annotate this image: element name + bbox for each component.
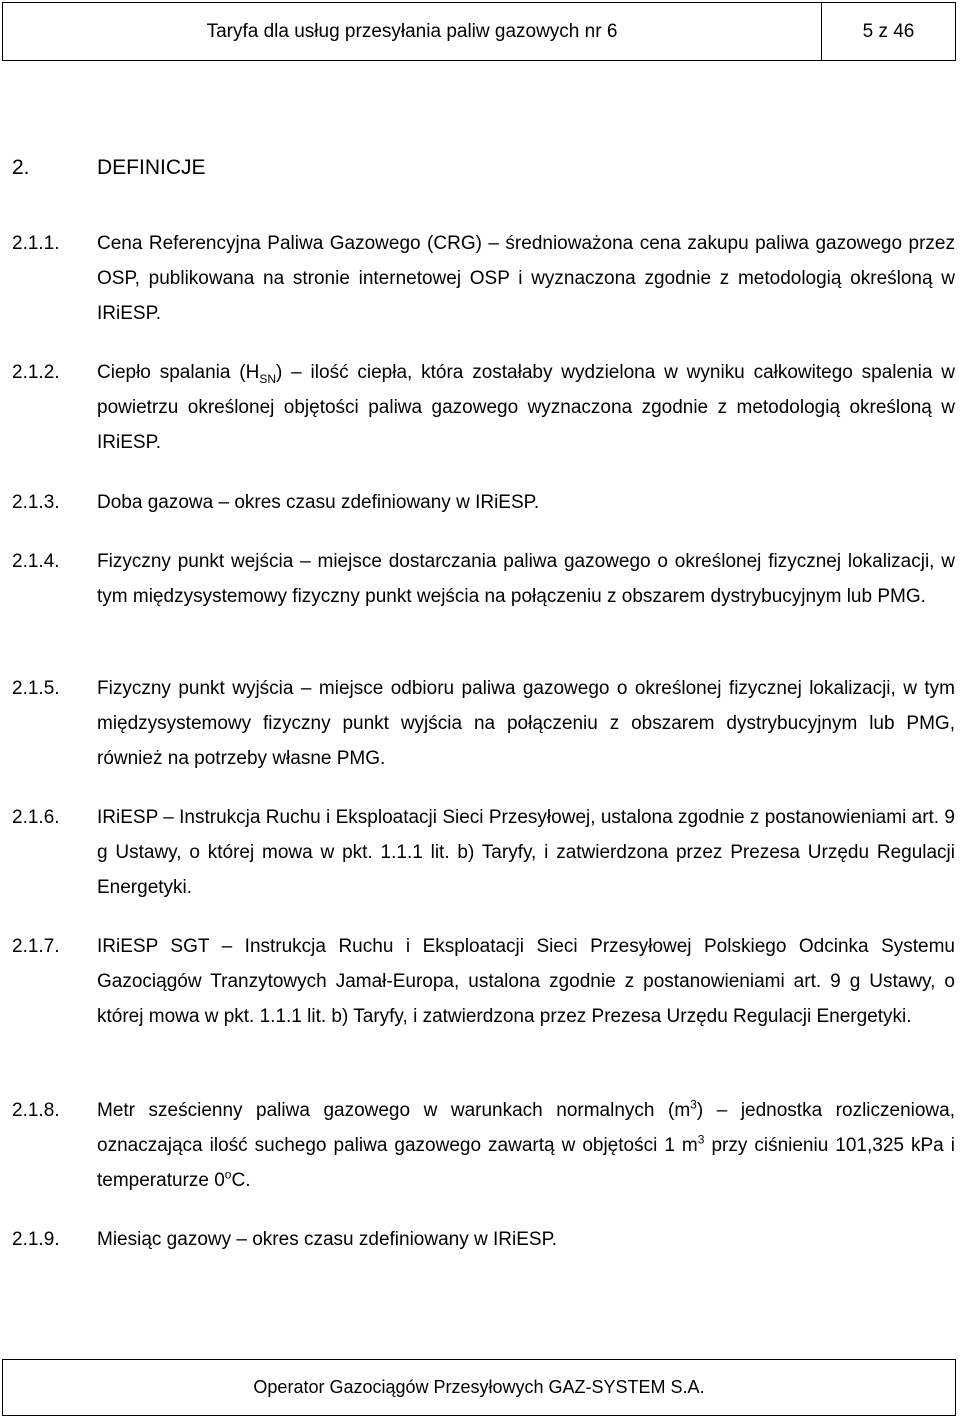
- definition-number: 2.1.5.: [12, 678, 60, 699]
- definition-text: Miesiąc gazowy – okres czasu zdefiniowany w IRiESP.: [97, 1229, 558, 1250]
- definition-number: 2.1.8.: [12, 1100, 60, 1121]
- definition-number: 2.1.1.: [12, 233, 60, 254]
- page-footer: [2, 1359, 956, 1416]
- footer-text: Operator Gazociągów Przesyłowych GAZ-SYSTEM S.A.: [253, 1377, 705, 1397]
- definition-number: 2.1.9.: [12, 1229, 60, 1250]
- superscript: 3: [697, 1132, 705, 1147]
- definition-text: Fizyczny punkt wyjścia – miejsce odbioru paliwa gazowego o określonej fizycznej lokalizacji, w tym międzysystemowy fizyczny punkt wyjścia na połączeniu z obszarem dystrybucyjnym lub PMG, również na potrzeby własne PMG.: [97, 678, 955, 769]
- definition-text: Ciepło spalania $(H_{SN})$ – ilość ciepła, która zostałaby wydzielona w wyniku całkowitego spalenia w powietrzu określonej objętości paliwa gazowego wyznaczona zgodnie z metodologią określoną w IRiESP.: [97, 362, 955, 453]
- section-number: 2.: [12, 156, 30, 179]
- definition-number: 2.1.2.: [12, 362, 60, 383]
- definition-text: Cena Referencyjna Paliwa Gazowego (CRG) – średnioważona cena zakupu paliwa gazowego przez OSP, publikowana na stronie internetowej OSP i wyznaczona zgodnie z metodologią określoną w IRiESP.: [97, 233, 955, 324]
- definition-number: 2.1.3.: [12, 492, 60, 513]
- definition-text: Metr sześcienny paliwa gazowego w warunkach normalnych $(m^3)$ – jednostka rozliczeniowa, oznaczająca ilość suchego paliwa gazowego zawartą w objętości 1 $m^3$ przy ciśnieniu 101,325 kPa i temperaturze 0$^o$C.: [97, 1097, 956, 1191]
- definition-number: 2.1.4.: [12, 551, 60, 572]
- definition-number: 2.1.7.: [12, 936, 60, 957]
- document-title: Taryfa dla usług przesyłania paliw gazowych nr 6: [3, 3, 822, 60]
- section-title: DEFINICJE: [97, 156, 206, 179]
- superscript: o: [224, 1167, 232, 1182]
- definition-number: 2.1.6.: [12, 807, 60, 828]
- definition-text: IRiESP SGT – Instrukcja Ruchu i Eksploatacji Sieci Przesyłowej Polskiego Odcinka Systemu Gazociągów Tranzytowych Jamał-Europa, ustalona zgodnie z postanowieniami art. 9 g Ustawy, o której mowa w pkt. 1.1.1 lit. b) Taryfy, i zatwierdzona przez Prezesa Urzędu Regulacji Energetyki.: [97, 936, 955, 1027]
- definition-text: Fizyczny punkt wejścia – miejsce dostarczania paliwa gazowego o określonej fizycznej lokalizacji, w tym międzysystemowy fizyczny punkt wejścia na połączeniu z obszarem dystrybucyjnym lub PMG.: [97, 551, 955, 607]
- page-header: [2, 2, 956, 61]
- definition-text: Doba gazowa – okres czasu zdefiniowany w IRiESP.: [97, 492, 540, 513]
- superscript: 3: [690, 1097, 697, 1112]
- page-number: 5 z 46: [862, 20, 915, 42]
- definition-text: IRiESP – Instrukcja Ruchu i Eksploatacji Sieci Przesyłowej, ustalona zgodnie z postanowieniami art. 9 g Ustawy, o której mowa w pkt. 1.1.1 lit. b) Taryfy, i zatwierdzona przez Prezesa Urzędu Regulacji Energetyki.: [97, 807, 955, 898]
- subscript: SN: [259, 371, 277, 386]
